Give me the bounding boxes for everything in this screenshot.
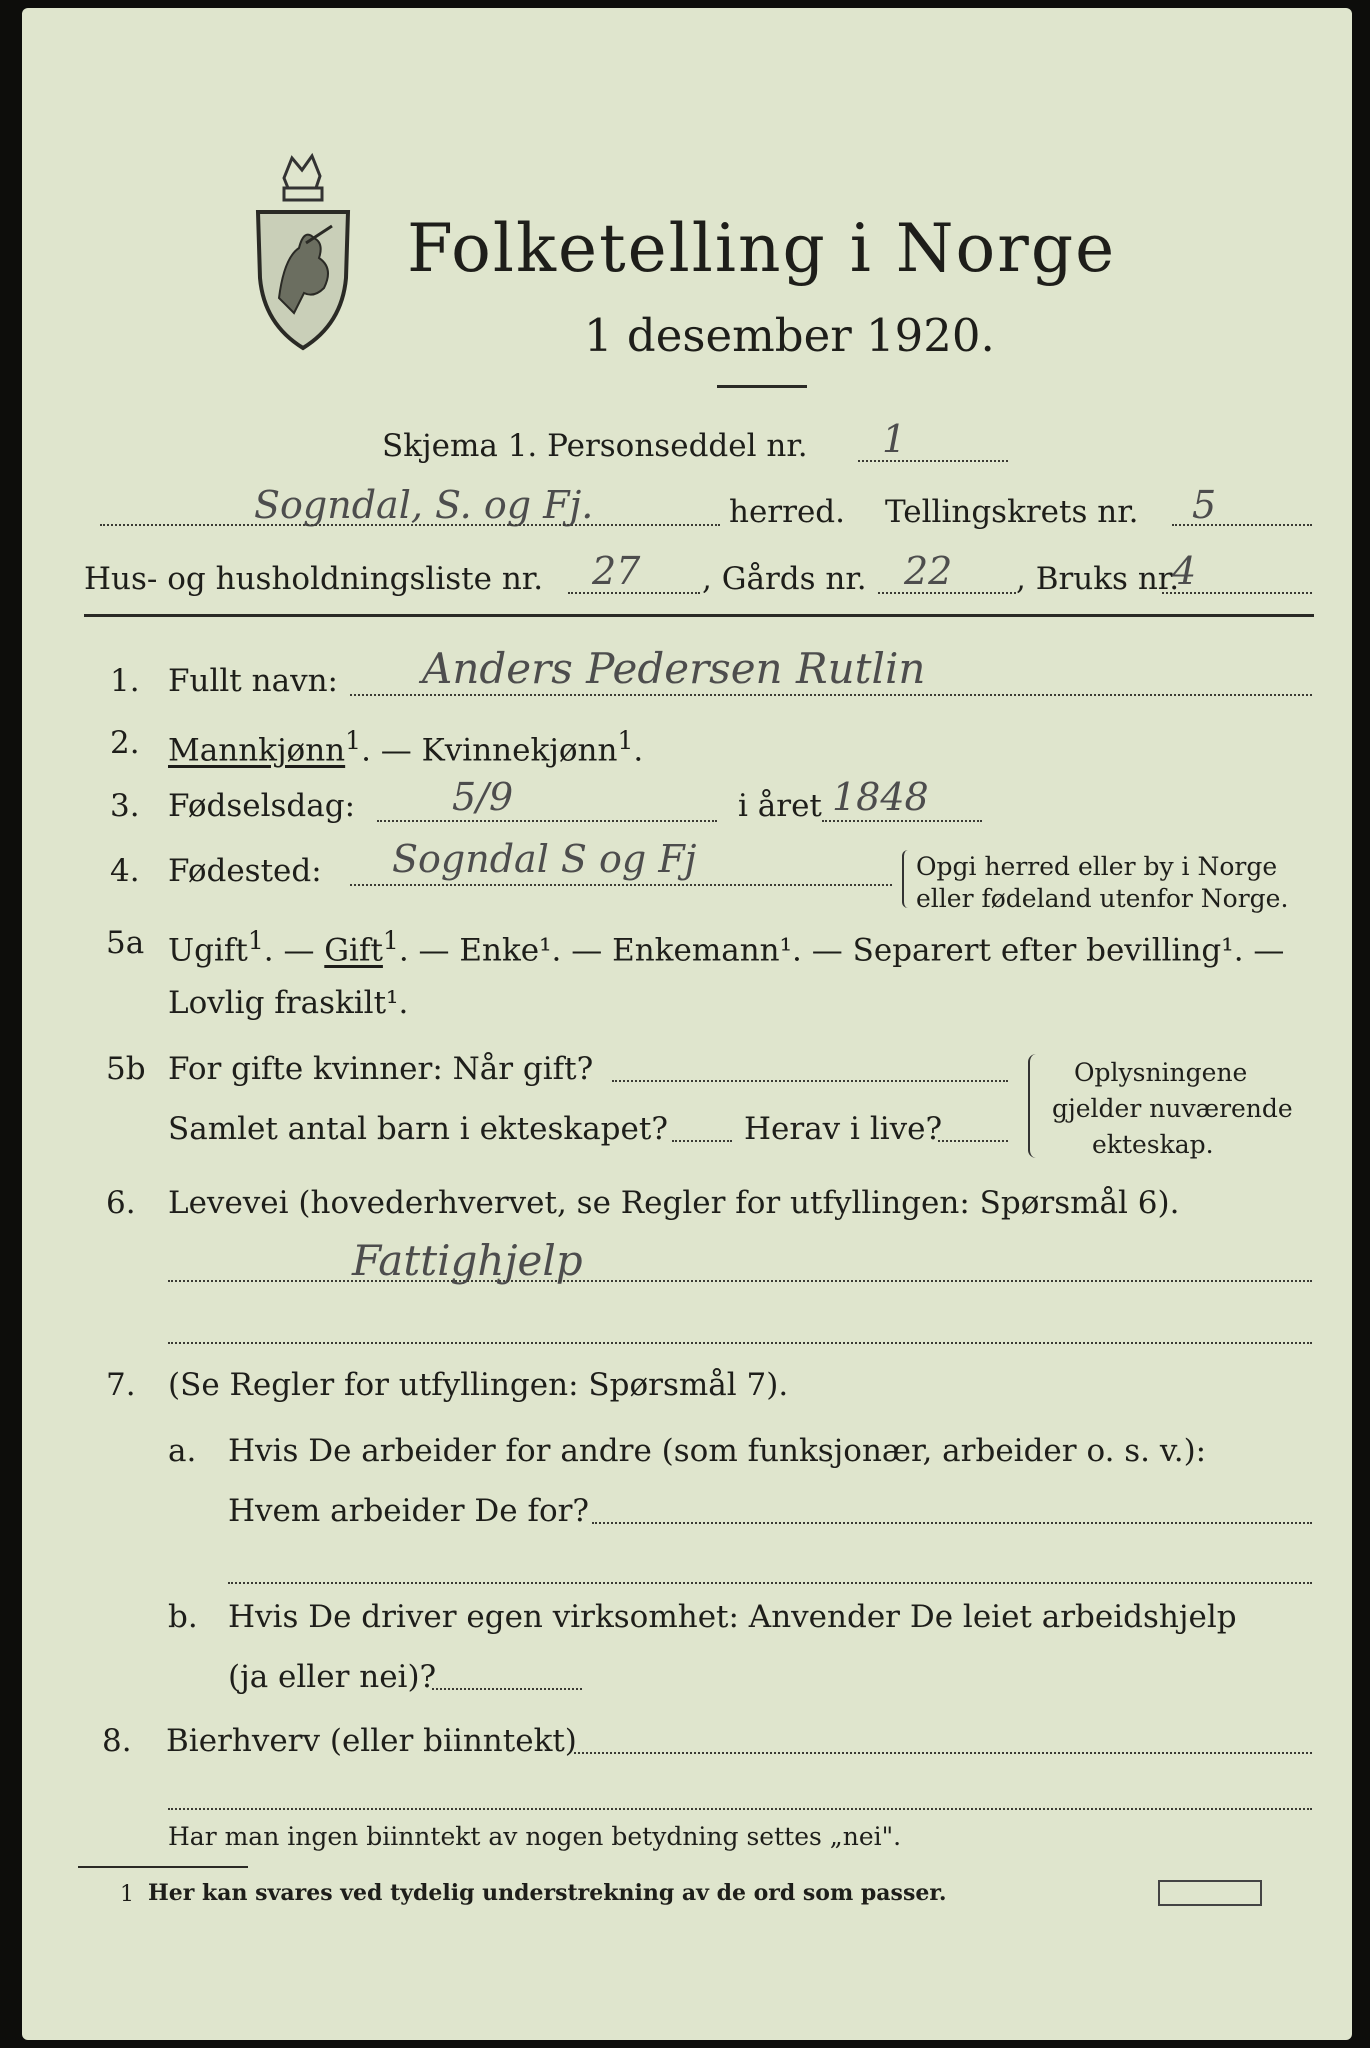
herred-line (100, 524, 720, 526)
q8-line2 (168, 1808, 1312, 1810)
q7-number: 7. (106, 1367, 136, 1403)
q2-sex-options: Mannkjønn$^1$. — Kvinnekjønn$^1$. (168, 726, 644, 769)
q4-note-line2: eller fødeland utenfor Norge. (916, 884, 1289, 913)
q8-note: Har man ingen biinntekt av nogen betydning settes „nei". (168, 1822, 902, 1851)
q5b-note-brace (1028, 1054, 1040, 1158)
q5b-note-line1: Oplysningene (1074, 1058, 1248, 1087)
bruks-value: 4 (1172, 549, 1197, 593)
q5b-label-children: Samlet antal barn i ekteskapet? (168, 1111, 668, 1147)
full-name-value: Anders Pedersen Rutlin (422, 644, 926, 693)
q6-line2 (168, 1342, 1312, 1344)
q4-note-line1: Opgi herred eller by i Norge (916, 852, 1278, 881)
q5a-marital-options: Ugift$^1$. — Gift$^1$. — Enke¹. — Enkemann¹. — Separert efter bevilling¹. — (168, 926, 1285, 969)
q7a-line2 (228, 1582, 1312, 1584)
q7a-line1 (592, 1522, 1312, 1524)
q7a-label: Hvis De arbeider for andre (som funksjonær, arbeider o. s. v.): (228, 1433, 1207, 1469)
q4-label: Fødested: (168, 853, 322, 889)
gards-line (878, 592, 1016, 594)
footnote-rule (78, 1866, 248, 1868)
herred-value: Sogndal, S. og Fj. (254, 483, 594, 527)
gards-value: 22 (904, 549, 953, 593)
bruks-label: , Bruks nr. (1016, 561, 1180, 597)
birth-date-value: 5/9 (452, 775, 514, 819)
marital-gift-option-underlined: Gift (324, 932, 383, 969)
q5b-label-alive: Herav i live? (744, 1111, 943, 1147)
q5a-line2: Lovlig fraskilt¹. (168, 985, 409, 1021)
q3-label: Fødselsdag: (168, 788, 356, 824)
q5b-married-line (612, 1080, 1008, 1082)
q8-line1 (574, 1752, 1312, 1754)
title-divider (717, 385, 807, 388)
q3-date-line (377, 820, 717, 822)
sex-male-option-underlined: Mannkjønn (168, 732, 346, 769)
husliste-value: 27 (592, 549, 641, 593)
personseddel-nr-value: 1 (882, 417, 907, 461)
q4-note-brace (902, 850, 912, 908)
q4-number: 4. (110, 853, 140, 889)
q2-number: 2. (110, 725, 140, 761)
tellingskrets-line (1172, 524, 1312, 526)
herred-label: herred. (729, 494, 845, 530)
q5b-label-married: For gifte kvinner: Når gift? (168, 1051, 594, 1087)
q1-label: Fullt navn: (168, 663, 338, 699)
skjema-label: Skjema 1. Personseddel nr. (382, 428, 808, 464)
q3-year-line (822, 820, 982, 822)
q4-line (350, 884, 892, 886)
q6-number: 6. (106, 1185, 136, 1221)
q6-line1 (168, 1280, 1312, 1282)
q7b-letter: b. (168, 1599, 198, 1635)
gards-label: , Gårds nr. (702, 561, 867, 597)
q8-number: 8. (102, 1723, 132, 1759)
q7a-letter: a. (168, 1433, 197, 1469)
q7b-label: Hvis De driver egen virksomhet: Anvender De leiet arbeidshjelp (228, 1599, 1237, 1635)
q1-line (350, 694, 1312, 696)
q5b-note-line2: gjelder nuværende (1052, 1094, 1293, 1123)
q7a-label2: Hvem arbeider De for? (228, 1493, 590, 1529)
footnote-marker: 1 (120, 1882, 134, 1907)
q5b-note-line3: ekteskap. (1092, 1130, 1214, 1159)
q1-number: 1. (110, 663, 140, 699)
q5b-alive-line (938, 1140, 1008, 1142)
occupation-value: Fattighjelp (352, 1236, 583, 1285)
q6-label: Levevei (hovederhvervet, se Regler for utfyllingen: Spørsmål 6). (168, 1185, 1180, 1221)
norway-coat-of-arms-icon (244, 148, 362, 358)
husliste-label: Hus- og husholdningsliste nr. (84, 561, 544, 597)
bruks-line (1162, 592, 1312, 594)
q8-label: Bierhverv (eller biinntekt) (166, 1723, 577, 1759)
form-title: Folketelling i Norge (407, 210, 1117, 287)
birthplace-value: Sogndal S og Fj (392, 837, 697, 881)
tellingskrets-label: Tellingskrets nr. (885, 494, 1139, 530)
header-rule (84, 614, 1314, 617)
q5a-number: 5a (106, 925, 145, 961)
q7-label: (Se Regler for utfyllingen: Spørsmål 7). (168, 1367, 789, 1403)
birth-year-value: 1848 (832, 775, 929, 819)
census-date: 1 desember 1920. (584, 309, 995, 362)
q3-number: 3. (110, 788, 140, 824)
q7b-line (432, 1688, 582, 1690)
q5b-children-line (672, 1140, 732, 1142)
printer-stamp (1158, 1880, 1262, 1906)
personseddel-nr-line (858, 460, 1008, 462)
q7b-label2: (ja eller nei)? (228, 1659, 437, 1695)
q5b-number: 5b (106, 1051, 146, 1087)
tellingskrets-value: 5 (1192, 483, 1217, 527)
footnote-text: Her kan svares ved tydelig understrekning av de ord som passer. (148, 1880, 947, 1906)
q3-year-label: i året (738, 788, 822, 824)
husliste-line (568, 592, 700, 594)
census-form-page (22, 8, 1352, 2040)
